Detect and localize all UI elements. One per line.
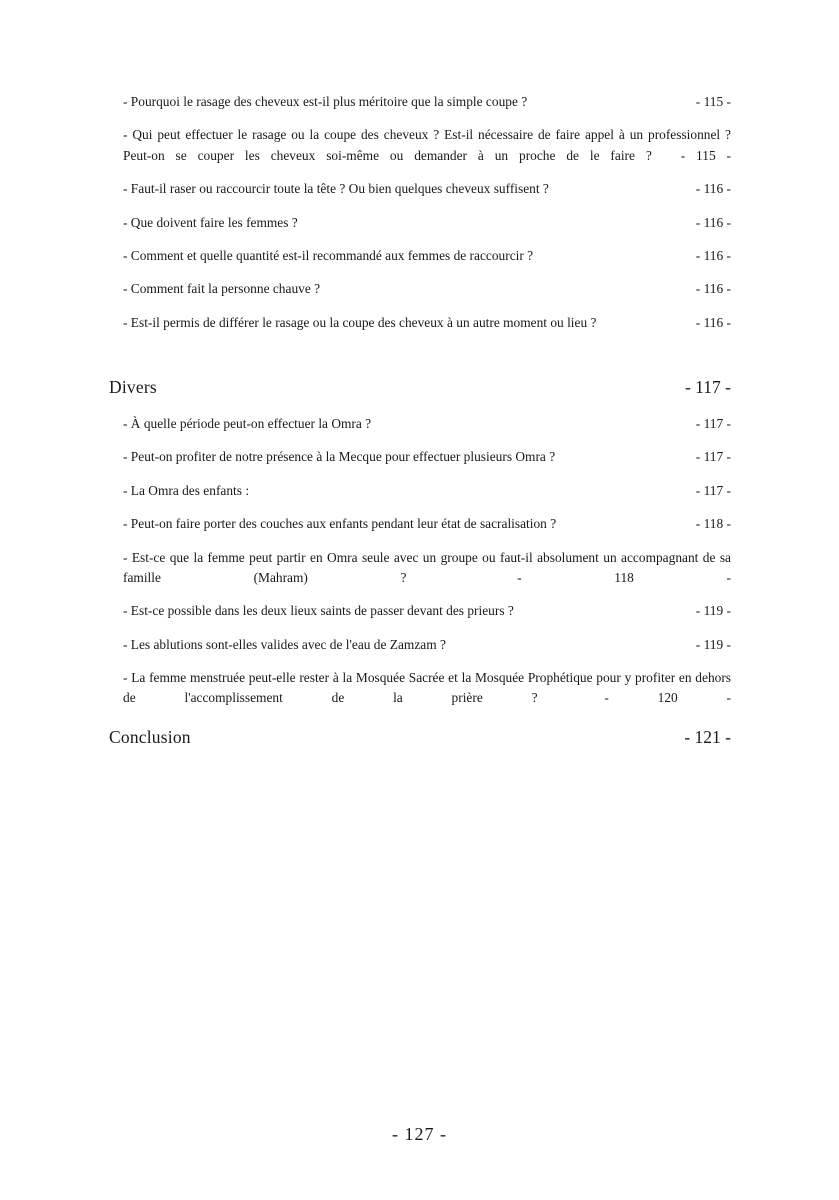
toc-entry-label: - La Omra des enfants :	[123, 482, 250, 498]
toc-entry-label: - Les ablutions sont-elles valides avec de l'eau de Zamzam ?	[123, 636, 446, 652]
toc-entry-page: - 116 -	[695, 181, 731, 197]
toc-entry[interactable]	[109, 447, 731, 467]
toc-entry-page: - 116 -	[695, 314, 731, 330]
toc-entry[interactable]	[109, 125, 731, 166]
toc-entry[interactable]	[109, 548, 731, 589]
toc-entry-label: - Pourquoi le rasage des cheveux est-il plus méritoire que la simple coupe ?	[123, 94, 528, 109]
toc-entry-page: - 116 -	[695, 281, 731, 297]
toc-section-divers[interactable]	[109, 377, 731, 398]
toc-entry[interactable]	[109, 481, 731, 501]
toc-entry[interactable]	[109, 213, 731, 233]
toc-entry-label: - Est-ce que la femme peut partir en Omra seule avec un groupe ou faut-il absolument un accompagnant de sa famille (Mahram) ?	[123, 549, 731, 585]
toc-entry-label: - Peut-on profiter de notre présence à la Mecque pour effectuer plusieurs Omra ?	[123, 449, 556, 465]
toc-section-label: Conclusion	[109, 726, 191, 747]
toc-entry-page: - 117 -	[695, 482, 731, 498]
toc-entry[interactable]	[109, 514, 731, 534]
toc-entry-label: - Peut-on faire porter des couches aux enfants pendant leur état de sacralisation ?	[123, 516, 557, 532]
toc-entry[interactable]	[109, 635, 731, 655]
toc-section-page: - 117 -	[684, 377, 731, 397]
toc-entry-page: - 115 -	[695, 94, 731, 109]
toc-entry-label: - Comment et quelle quantité est-il recommandé aux femmes de raccourcir ?	[123, 247, 534, 263]
toc-entry[interactable]	[109, 313, 731, 333]
toc-entry-label: - Que doivent faire les femmes ?	[123, 214, 298, 230]
page-number-footer: - 127 -	[392, 1124, 447, 1144]
toc-entry-page: - 117 -	[695, 416, 731, 431]
toc-section-conclusion[interactable]	[109, 727, 731, 748]
toc-entry[interactable]	[109, 279, 731, 299]
toc-entry-page: - 119 -	[695, 636, 731, 652]
toc-entry-label: - À quelle période peut-on effectuer la Omra ?	[123, 416, 372, 431]
toc-section-label: Divers	[109, 377, 157, 397]
toc-entry-page: - 118 -	[517, 569, 731, 585]
toc-entry-label: - Faut-il raser ou raccourcir toute la tête ? Ou bien quelques cheveux suffisent ?	[123, 181, 549, 197]
toc-entry[interactable]	[109, 179, 731, 199]
toc-entry-page: - 115 -	[680, 147, 732, 163]
toc-entry-label: - Est-il permis de différer le rasage ou la coupe des cheveux à un autre moment ou lieu ?	[123, 314, 597, 330]
toc-entry-page: - 116 -	[695, 247, 731, 263]
toc-entry-label: - Qui peut effectuer le rasage ou la coupe des cheveux ? Est-il nécessaire de faire appel à un professionnel ? Peut-on se couper les cheveux soi-même ou demander à un proche de le faire ?	[123, 127, 731, 163]
toc-entry[interactable]	[109, 601, 731, 621]
toc-entry[interactable]	[109, 668, 731, 709]
table-of-contents	[109, 92, 731, 748]
toc-entry-page: - 118 -	[695, 516, 731, 532]
toc-entry[interactable]	[109, 92, 731, 112]
toc-entry-label: - Est-ce possible dans les deux lieux saints de passer devant des prieurs ?	[123, 603, 514, 619]
toc-entry-page: - 119 -	[695, 603, 731, 619]
toc-entry[interactable]	[109, 246, 731, 266]
toc-entry-label: - Comment fait la personne chauve ?	[123, 281, 321, 297]
toc-entry-page: - 120 -	[604, 690, 731, 706]
toc-entry-page: - 117 -	[695, 449, 731, 465]
toc-group-hair-questions	[109, 92, 731, 333]
toc-entry[interactable]	[109, 414, 731, 434]
toc-entry-page: - 116 -	[695, 214, 731, 230]
toc-section-page: - 121 -	[684, 726, 731, 747]
toc-entry-label: - La femme menstruée peut-elle rester à la Mosquée Sacrée et la Mosquée Prophétique pour y profiter en dehors de l'accomplissement de la prière ?	[123, 670, 731, 706]
toc-group-divers	[109, 414, 731, 709]
